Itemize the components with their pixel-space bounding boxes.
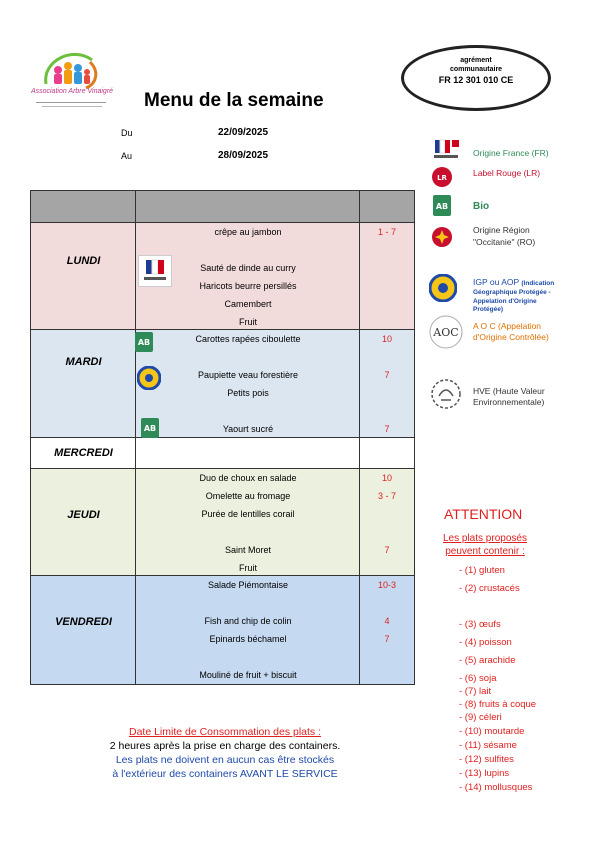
allergen-item: - (3) œufs	[459, 619, 501, 630]
allergen-code: 7	[384, 545, 390, 555]
label-rouge-icon	[431, 166, 453, 188]
allergen-item: - (11) sésame	[459, 740, 517, 751]
stamp-line2: communautaire	[449, 66, 503, 73]
svg-text:AB: AB	[143, 424, 157, 433]
dish: Paupiette veau forestière	[197, 370, 299, 380]
footer-line4: à l'extérieur des containers AVANT LE SERVICE	[112, 768, 338, 780]
allergen-item: - (1) gluten	[459, 565, 505, 576]
dish: Epinards béchamel	[209, 634, 287, 644]
igp-icon	[429, 274, 457, 302]
dish: Haricots beurre persillés	[199, 281, 297, 291]
stamp-line1: agrément	[460, 57, 492, 64]
legend-origine-france: Origine France (FR)	[473, 148, 549, 158]
approval-stamp	[401, 45, 551, 111]
legend-igp-line1: IGP ou AOP	[473, 277, 519, 287]
legend-region-line2: "Occitanie" (RO)	[473, 237, 536, 247]
attention-sub-line2: peuvent contenir :	[445, 546, 525, 557]
legend-aoc-line2: d'Origine Contrôlée)	[473, 332, 549, 342]
allergen-item: - (13) lupins	[459, 768, 510, 779]
attention-title: ATTENTION	[444, 506, 523, 522]
legend-igp-line3: Appelation d'Origine	[473, 298, 537, 305]
day-row-mercredi	[30, 438, 415, 469]
dish: Petits pois	[227, 388, 269, 398]
dish: crêpe au jambon	[214, 227, 282, 237]
dish: Fruit	[239, 563, 257, 573]
legend-igp-line1b: (Indication	[521, 280, 555, 287]
origine-france-icon	[138, 255, 172, 287]
dish: Duo de choux en salade	[199, 473, 297, 483]
allergen-item: - (5) arachide	[459, 655, 516, 666]
dish: Camembert	[224, 299, 272, 309]
legend-hve-line1: HVE (Haute Valeur	[473, 386, 545, 396]
allergen-item: - (9) céleri	[459, 712, 502, 723]
allergen-item: - (12) sulfites	[459, 754, 514, 765]
day-row-vendredi	[30, 576, 415, 685]
legend-bio: Bio	[473, 201, 490, 212]
du-label: Du	[121, 128, 133, 138]
svg-text:LR: LR	[437, 174, 447, 182]
dish: Mouliné de fruit + biscuit	[199, 670, 297, 680]
allergen-code: 3 - 7	[377, 491, 396, 501]
allergen-code: 7	[384, 370, 390, 380]
day-row-lundi	[30, 223, 415, 330]
footer-dlc-title: Date Limite de Consommation des plats :	[128, 726, 321, 738]
aoc-icon	[428, 314, 464, 350]
dish: Fruit	[239, 317, 257, 327]
allergen-code: 1 - 7	[377, 227, 396, 237]
stamp-line3: FR 12 301 010 CE	[438, 75, 514, 85]
legend-label-rouge: Label Rouge (LR)	[473, 168, 541, 178]
org-name: Association Arbre Vinaigré	[30, 88, 114, 95]
day-row-mardi	[30, 330, 415, 438]
footer-line2: 2 heures après la prise en charge des containers.	[109, 740, 341, 752]
day-name: MERCREDI	[54, 447, 113, 459]
legend-igp-line2: Géographique Protégée -	[473, 289, 551, 296]
footer-line3: Les plats ne doivent en aucun cas être stockés	[115, 754, 335, 766]
page-title: Menu de la semaine	[144, 90, 324, 111]
allergen-code: 4	[384, 616, 390, 626]
dish: Saint Moret	[224, 545, 272, 555]
svg-text:AOC: AOC	[433, 326, 459, 339]
allergen-code: 7	[384, 424, 390, 434]
svg-text:AB: AB	[137, 338, 151, 347]
allergen-code: 7	[384, 634, 390, 644]
day-name: JEUDI	[67, 509, 100, 521]
allergen-code: 10	[381, 473, 392, 483]
dish: Sauté de dinde au curry	[200, 263, 296, 273]
legend-region-line1: Origine Région	[473, 225, 530, 235]
legend-aoc-line1: A O C (Appelation	[473, 321, 542, 331]
org-tagline-line	[42, 106, 102, 107]
menu-table-header	[30, 190, 415, 223]
svg-text:AB: AB	[435, 202, 449, 211]
day-row-jeudi	[30, 469, 415, 576]
dish: Omelette au fromage	[205, 491, 291, 501]
allergen-item: - (8) fruits à coque	[459, 699, 537, 710]
day-name: MARDI	[65, 356, 102, 368]
allergen-code: 10	[381, 334, 392, 344]
association-logo	[30, 40, 114, 112]
bio-icon	[135, 332, 153, 352]
occitanie-cross-icon	[431, 226, 453, 248]
org-tagline-line	[36, 102, 106, 103]
dish: Carottes rapées ciboulette	[195, 334, 301, 344]
origine-france-icon	[431, 138, 461, 162]
dish: Yaourt sucré	[222, 424, 274, 434]
dish: Purée de lentilles corail	[201, 509, 295, 519]
day-name: LUNDI	[66, 255, 101, 267]
du-date: 22/09/2025	[218, 127, 269, 138]
hve-icon	[429, 378, 463, 410]
allergen-item: - (10) moutarde	[459, 726, 525, 737]
allergen-item: - (14) mollusques	[459, 782, 533, 793]
attention-sub-line1: Les plats proposés	[443, 533, 527, 544]
dish: Fish and chip de colin	[204, 616, 292, 626]
allergen-item: - (7) lait	[459, 686, 492, 697]
legend-igp	[473, 277, 554, 287]
bio-icon	[433, 195, 451, 216]
legend-igp-line4: Protégée)	[473, 306, 503, 313]
allergen-item: - (4) poisson	[459, 637, 512, 648]
allergen-code: 10-3	[377, 580, 396, 590]
au-label: Au	[121, 151, 133, 161]
igp-icon	[137, 366, 161, 390]
au-date: 28/09/2025	[218, 150, 269, 161]
allergen-item: - (6) soja	[459, 673, 497, 684]
day-name: VENDREDI	[55, 616, 112, 628]
legend-hve-line2: Environnementale)	[473, 397, 545, 407]
bio-icon	[141, 418, 159, 438]
dish: Salade Piémontaise	[207, 580, 289, 590]
allergen-item: - (2) crustacés	[459, 583, 520, 594]
attention-subtitle	[443, 532, 527, 558]
